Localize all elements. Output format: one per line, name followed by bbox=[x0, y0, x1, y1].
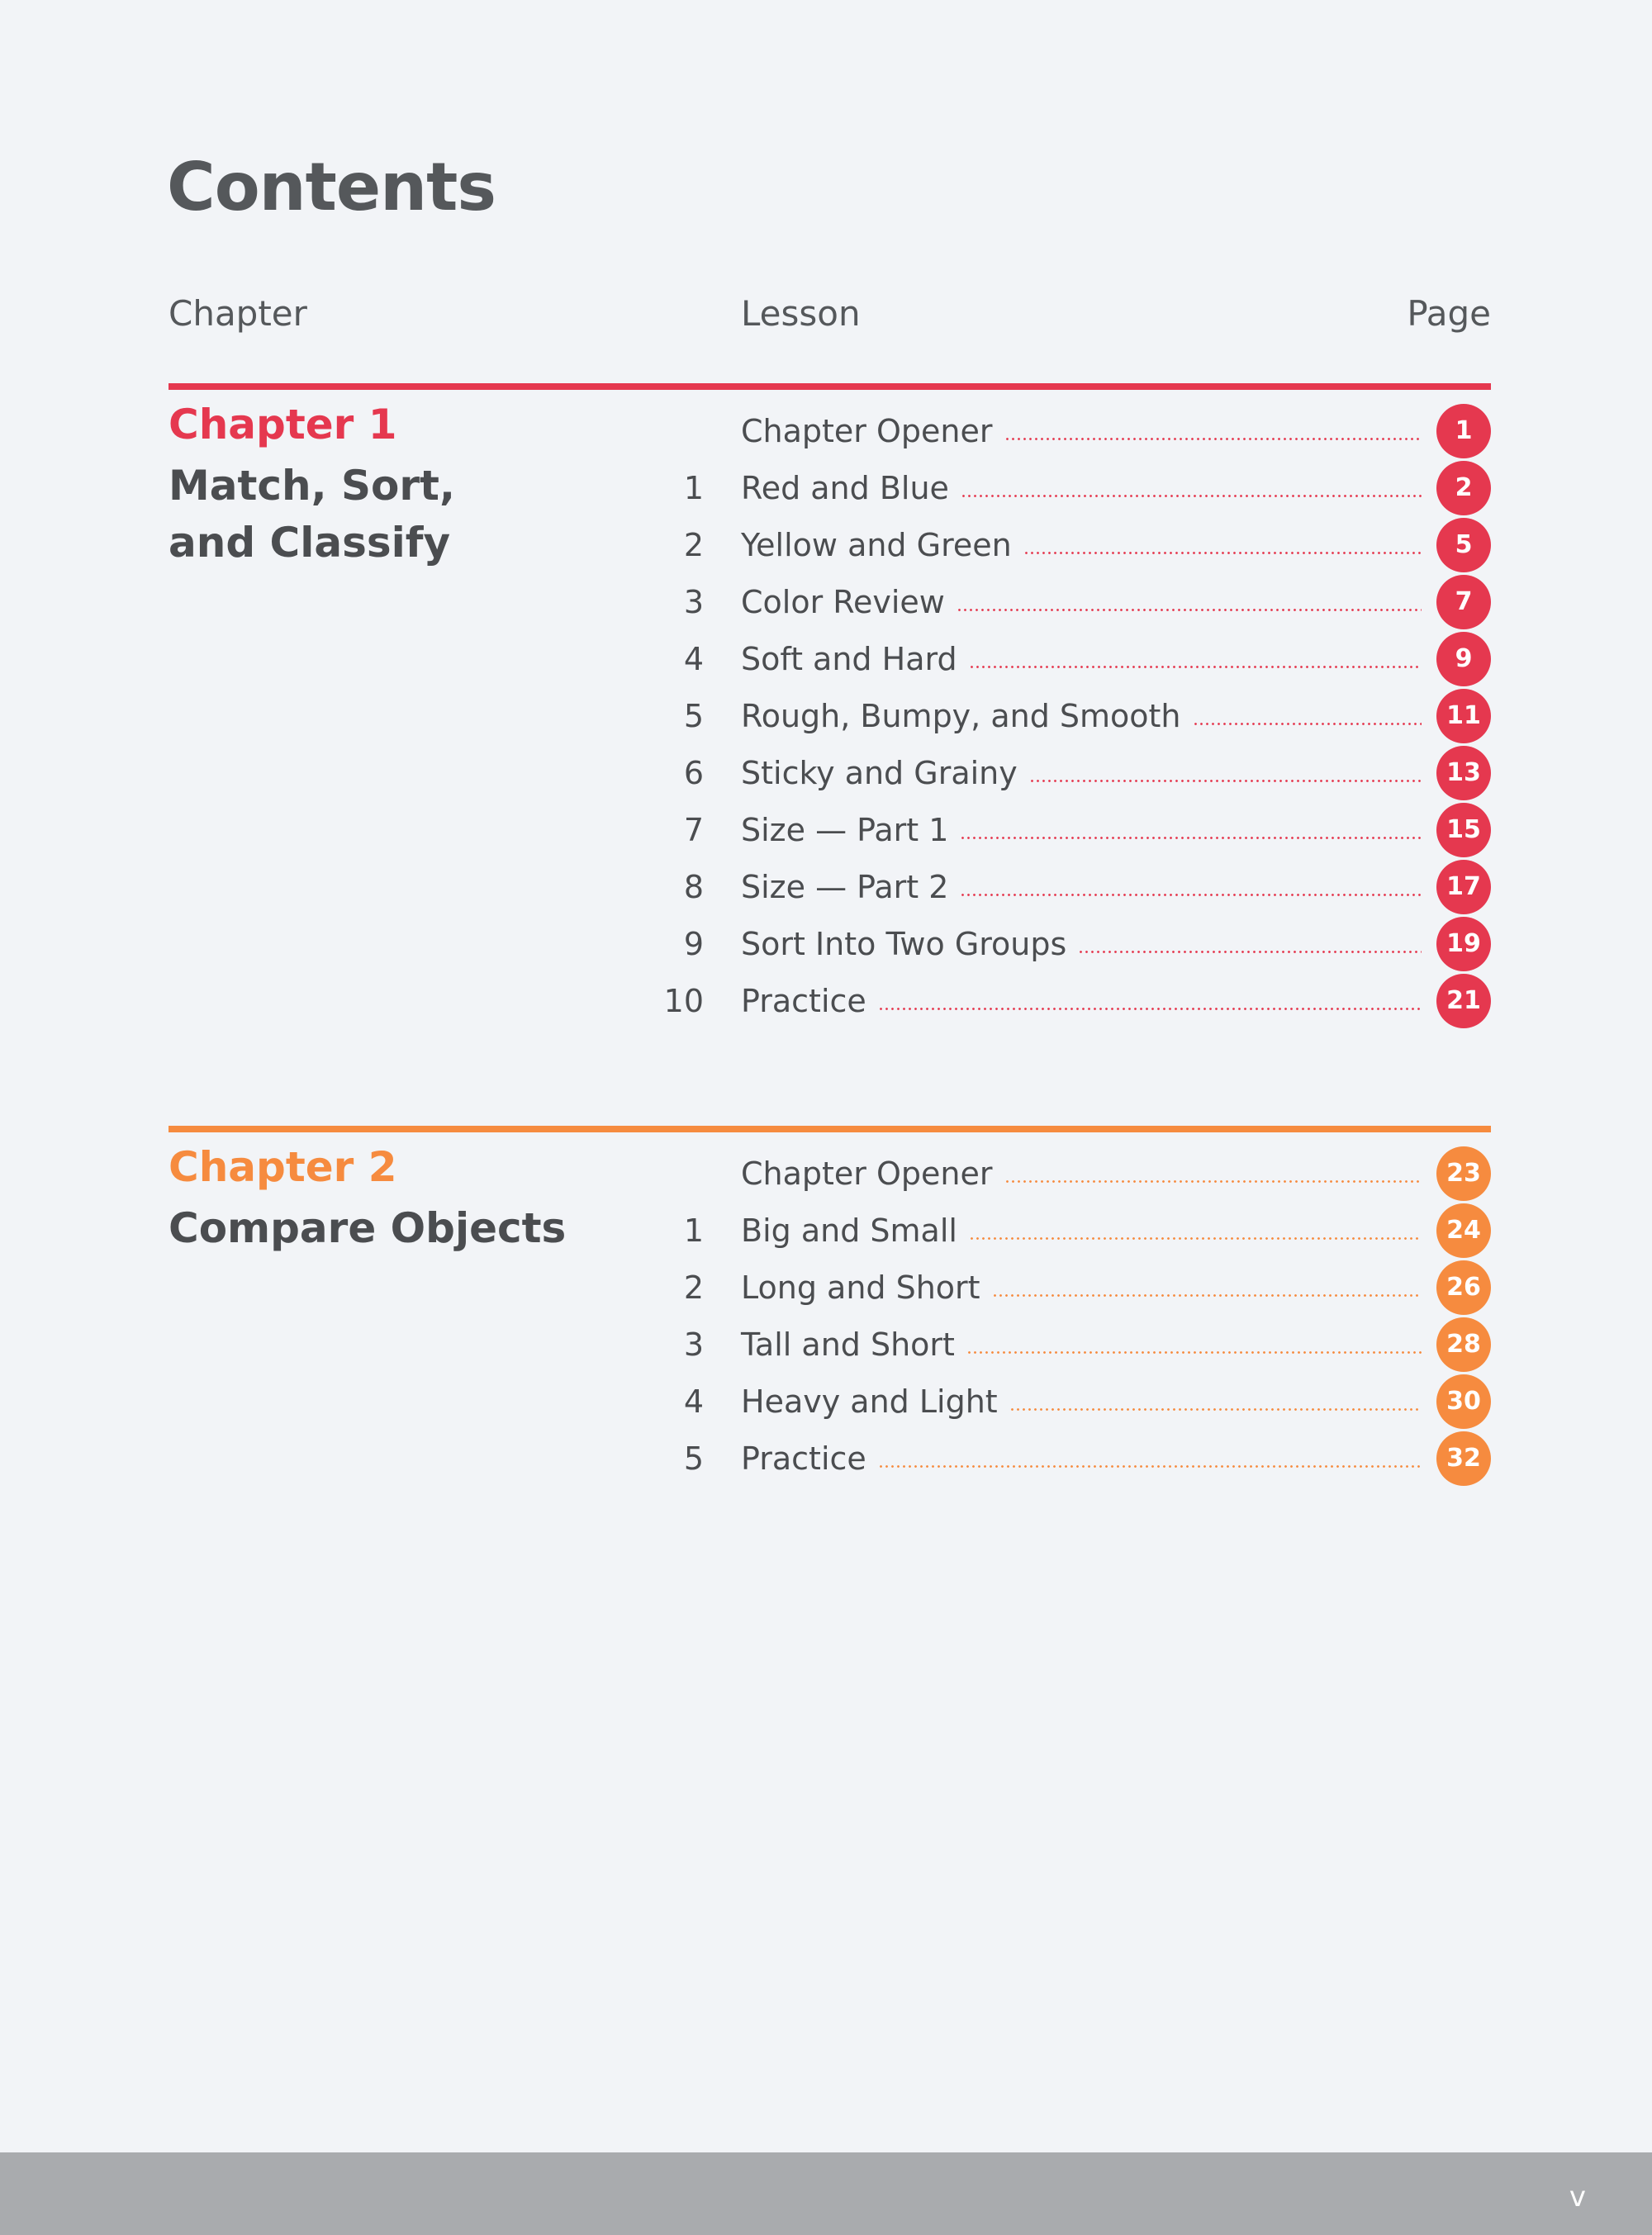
lesson-number: 7 bbox=[683, 811, 704, 848]
dot-leader bbox=[969, 666, 1422, 668]
dot-leader bbox=[878, 1465, 1422, 1468]
header-page: Page bbox=[1407, 293, 1491, 334]
lesson-number: 1 bbox=[683, 1212, 704, 1249]
page-badge: 17 bbox=[1436, 860, 1491, 914]
dot-leader bbox=[1023, 552, 1422, 554]
chapter-title-line: Match, Sort, bbox=[169, 462, 455, 510]
dot-leader bbox=[960, 837, 1422, 839]
page-badge: 26 bbox=[1436, 1260, 1491, 1315]
chapter-title-line: and Classify bbox=[169, 519, 451, 567]
header-chapter: Chapter bbox=[169, 293, 307, 334]
lesson-title: Chapter Opener bbox=[741, 412, 993, 449]
lesson-title: Soft and Hard bbox=[741, 640, 957, 677]
lesson-title: Rough, Bumpy, and Smooth bbox=[741, 697, 1181, 734]
page-badge: 21 bbox=[1436, 974, 1491, 1028]
dot-leader bbox=[969, 1237, 1422, 1240]
toc-entry[interactable] bbox=[644, 858, 1491, 915]
lesson-number: 4 bbox=[683, 640, 704, 677]
chapter-divider bbox=[169, 383, 1491, 390]
toc-entry[interactable] bbox=[644, 1430, 1491, 1487]
lesson-number: 5 bbox=[683, 697, 704, 734]
page-badge: 9 bbox=[1436, 632, 1491, 686]
lesson-number: 6 bbox=[683, 754, 704, 791]
page-number: v bbox=[1569, 2180, 1586, 2214]
toc-entry[interactable] bbox=[644, 1259, 1491, 1316]
page-badge: 19 bbox=[1436, 917, 1491, 971]
page-badge: 28 bbox=[1436, 1317, 1491, 1372]
dot-leader bbox=[1004, 1180, 1422, 1183]
chapter-title-line: Compare Objects bbox=[169, 1204, 567, 1252]
lesson-number: 4 bbox=[683, 1383, 704, 1420]
page-badge: 23 bbox=[1436, 1146, 1491, 1201]
toc-entry[interactable] bbox=[644, 687, 1491, 744]
dot-leader bbox=[1029, 780, 1422, 782]
lesson-title: Sort Into Two Groups bbox=[741, 925, 1067, 962]
toc-entry[interactable] bbox=[644, 1373, 1491, 1430]
page-badge: 32 bbox=[1436, 1431, 1491, 1486]
lesson-title: Tall and Short bbox=[741, 1326, 955, 1363]
lesson-title: Practice bbox=[741, 982, 866, 1019]
dot-leader bbox=[992, 1294, 1422, 1297]
toc-entry[interactable] bbox=[644, 630, 1491, 687]
lesson-number: 5 bbox=[683, 1440, 704, 1477]
lesson-title: Size — Part 1 bbox=[741, 811, 949, 848]
page-badge: 13 bbox=[1436, 746, 1491, 800]
toc-entry[interactable] bbox=[644, 1316, 1491, 1373]
toc-entry[interactable] bbox=[644, 972, 1491, 1029]
page-badge: 2 bbox=[1436, 461, 1491, 515]
lesson-title: Color Review bbox=[741, 583, 945, 620]
dot-leader bbox=[1193, 723, 1422, 725]
dot-leader bbox=[961, 495, 1422, 497]
toc-entry[interactable] bbox=[644, 915, 1491, 972]
toc-entry[interactable] bbox=[644, 573, 1491, 630]
chapter-heading bbox=[169, 401, 455, 572]
lesson-number: 2 bbox=[683, 526, 704, 563]
lesson-number: 2 bbox=[683, 1269, 704, 1306]
page-badge: 1 bbox=[1436, 404, 1491, 458]
toc-entry[interactable] bbox=[644, 744, 1491, 801]
dot-leader bbox=[957, 609, 1422, 611]
lesson-title: Sticky and Grainy bbox=[741, 754, 1018, 791]
dot-leader bbox=[960, 894, 1422, 896]
page-badge: 15 bbox=[1436, 803, 1491, 857]
lesson-title: Chapter Opener bbox=[741, 1155, 993, 1192]
header-lesson: Lesson bbox=[741, 293, 861, 334]
toc-entry[interactable] bbox=[644, 516, 1491, 573]
page-badge: 5 bbox=[1436, 518, 1491, 572]
lesson-title: Red and Blue bbox=[741, 469, 949, 506]
lesson-title: Practice bbox=[741, 1440, 866, 1477]
chapter-divider bbox=[169, 1126, 1491, 1132]
toc-entry[interactable] bbox=[644, 1145, 1491, 1202]
dot-leader bbox=[1078, 951, 1422, 953]
page-badge: 30 bbox=[1436, 1374, 1491, 1429]
lesson-number: 10 bbox=[663, 982, 704, 1019]
lesson-number: 3 bbox=[683, 583, 704, 620]
chapter-heading bbox=[169, 1143, 566, 1257]
lesson-title: Long and Short bbox=[741, 1269, 980, 1306]
page-badge: 11 bbox=[1436, 689, 1491, 743]
dot-leader bbox=[878, 1008, 1422, 1010]
lesson-number: 9 bbox=[683, 925, 704, 962]
dot-leader bbox=[1004, 438, 1422, 440]
lesson-title: Size — Part 2 bbox=[741, 868, 949, 905]
lesson-number: 1 bbox=[683, 469, 704, 506]
lesson-title: Heavy and Light bbox=[741, 1383, 998, 1420]
dot-leader bbox=[966, 1351, 1422, 1354]
lesson-title: Yellow and Green bbox=[741, 526, 1012, 563]
lesson-number: 8 bbox=[683, 868, 704, 905]
page-title: Contents bbox=[167, 149, 496, 225]
toc-entry[interactable] bbox=[644, 801, 1491, 858]
page-badge: 24 bbox=[1436, 1203, 1491, 1258]
page-badge: 7 bbox=[1436, 575, 1491, 629]
lesson-number: 3 bbox=[683, 1326, 704, 1363]
footer-bar bbox=[0, 2152, 1652, 2235]
toc-entry[interactable] bbox=[644, 1202, 1491, 1259]
lesson-title: Big and Small bbox=[741, 1212, 957, 1249]
toc-entry[interactable] bbox=[644, 459, 1491, 516]
chapter-label: Chapter 2 bbox=[169, 1143, 397, 1191]
toc-entry[interactable] bbox=[644, 402, 1491, 459]
dot-leader bbox=[1009, 1408, 1422, 1411]
chapter-label: Chapter 1 bbox=[169, 401, 397, 448]
